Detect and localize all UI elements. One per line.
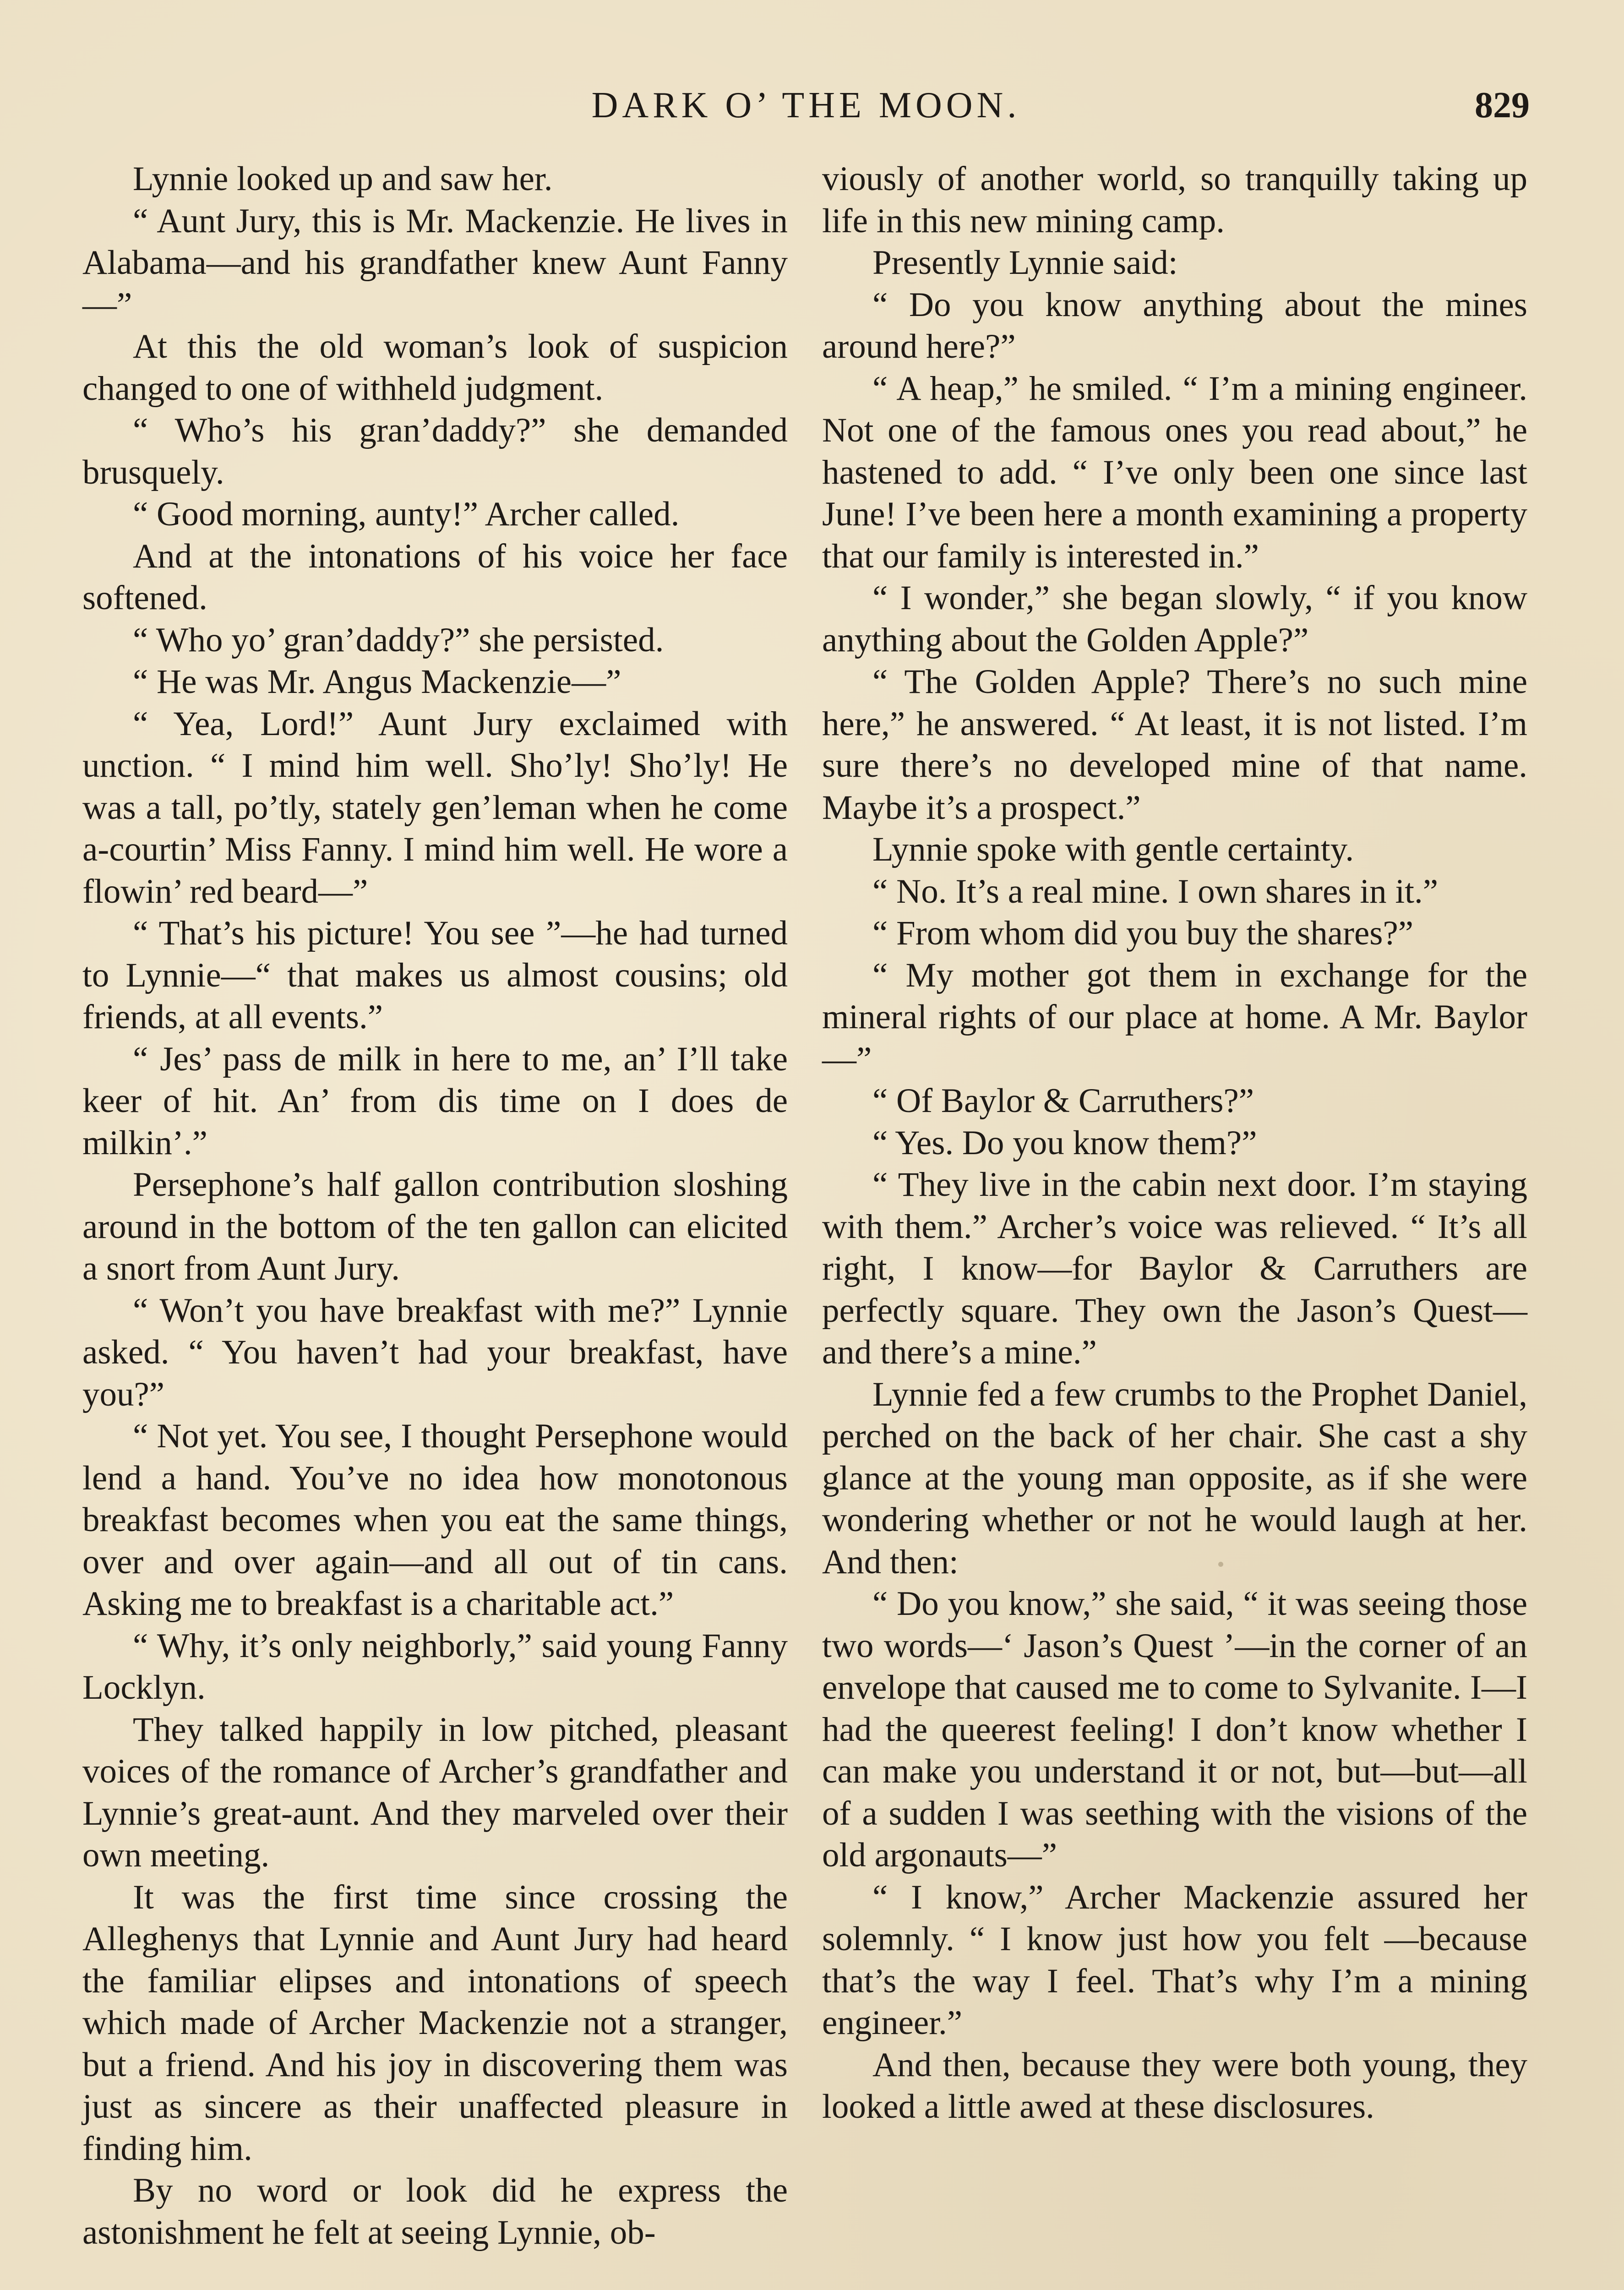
right-column-paragraph: And then, because they were both young, they looked a little awed at these disclosures. <box>822 2045 1527 2126</box>
left-column-paragraph: Lynnie looked up and saw her. <box>133 160 553 198</box>
right-column-paragraph: “ I know,” Archer Mackenzie assured her solemnly. “ I know just how you felt —because that’s the way I feel. That’s why I’m a mining engineer.” <box>822 1878 1527 2042</box>
right-column-paragraph: “ Do you know,” she said, “ it was seeing those two words—‘ Jason’s Quest ’—in the corner of an envelope that caused me to come to Sylvanite. I—I had the queerest feeling! I don’t know whether I can make you understand it or not, but—but—all of a sudden I was seething with the visions of the old argonauts—” <box>822 1585 1527 1874</box>
left-column-paragraph: By no word or look did he express the astonishment he felt at seeing Lynnie, ob- <box>82 2171 788 2252</box>
running-title: DARK O’ THE MOON. <box>591 85 1021 125</box>
right-text-column <box>822 158 1527 2128</box>
paper-speck <box>467 1308 474 1314</box>
right-column-paragraph: Lynnie fed a few crumbs to the Prophet Daniel, perched on the back of her chair. She cast a shy glance at the young man opposite, as if she were wondering whether or not he would laugh at her. And then: <box>822 1375 1527 1581</box>
left-column-paragraph: “ Yea, Lord!” Aunt Jury exclaimed with unction. “ I mind him well. Sho’ly! Sho’ly! He was a tall, po’tly, stately gen’leman when he come a-courtin’ Miss Fanny. I mind him well. He wore a flowin’ red beard—” <box>82 704 788 911</box>
right-column-paragraph: “ My mother got them in exchange for the mineral rights of our place at home. A Mr. Baylor—” <box>822 956 1527 1078</box>
left-column-paragraph: “ Good morning, aunty!” Archer called. <box>133 495 680 533</box>
left-column-paragraph: Persephone’s half gallon contribution sloshing around in the bottom of the ten gallon can elicited a snort from Aunt Jury. <box>82 1166 788 1287</box>
left-text-column <box>82 158 788 2253</box>
right-column-paragraph: Lynnie spoke with gentle certainty. <box>872 830 1354 868</box>
left-column-paragraph: “ That’s his picture! You see ”—he had turned to Lynnie—“ that makes us almost cousins; old friends, at all events.” <box>82 914 788 1036</box>
right-column-paragraph: “ From whom did you buy the shares?” <box>872 914 1414 952</box>
left-column-paragraph: “ Who’s his gran’daddy?” she demanded brusquely. <box>82 411 788 491</box>
left-column-paragraph: “ Why, it’s only neighborly,” said young Fanny Locklyn. <box>82 1626 788 1707</box>
left-column-paragraph: “ He was Mr. Angus Mackenzie—” <box>133 663 621 701</box>
left-column-paragraph: And at the intonations of his voice her face softened. <box>82 537 788 617</box>
left-column-paragraph: “ Not yet. You see, I thought Persephone would lend a hand. You’ve no idea how monotonous breakfast becomes when you eat the same things, over and over again—and all out of tin cans. Asking me to breakfast is a charitable act.” <box>82 1417 788 1623</box>
right-column-paragraph: “ The Golden Apple? There’s no such mine here,” he answered. “ At least, it is not listed. I’m sure there’s no developed mine of that name. Maybe it’s a prospect.” <box>822 663 1527 827</box>
paper-speck <box>737 545 742 550</box>
left-column-paragraph: They talked happily in low pitched, pleasant voices of the romance of Archer’s grandfather and Lynnie’s great-aunt. And they marveled over their own meeting. <box>82 1710 788 1874</box>
right-column-paragraph: “ Yes. Do you know them?” <box>872 1123 1257 1162</box>
left-column-paragraph: It was the first time since crossing the Alleghenys that Lynnie and Aunt Jury had heard the familiar elipses and intonations of speech which made of Archer Mackenzie not a stranger, but a friend. And his joy in discovering them was just as sincere as their unaffected pleasure in finding him. <box>82 1878 788 2168</box>
page-header <box>82 78 1530 133</box>
left-column-paragraph: “ Aunt Jury, this is Mr. Mackenzie. He lives in Alabama—and his grandfather knew Aunt Fanny—” <box>82 202 788 324</box>
right-column-paragraph: viously of another world, so tranquilly taking up life in this new mining camp. <box>822 160 1527 240</box>
page-number: 829 <box>1475 85 1530 125</box>
left-column-paragraph: “ Jes’ pass de milk in here to me, an’ I’ll take keer of hit. An’ from dis time on I does de milkin’.” <box>82 1040 788 1162</box>
right-column-paragraph: “ I wonder,” she began slowly, “ if you know anything about the Golden Apple?” <box>822 579 1527 659</box>
left-column-paragraph: “ Who yo’ gran’daddy?” she persisted. <box>133 621 664 659</box>
right-column-paragraph: “ Of Baylor & Carruthers?” <box>872 1082 1254 1120</box>
right-column-paragraph: “ They live in the cabin next door. I’m staying with them.” Archer’s voice was relieved. “ It’s all right, I know—for Baylor & Carruthers are perfectly square. They own the Jason’s Quest—and there’s a mine.” <box>822 1166 1527 1371</box>
right-column-paragraph: Presently Lynnie said: <box>872 244 1178 282</box>
paper-speck <box>1218 1562 1223 1567</box>
right-column-paragraph: “ Do you know anything about the mines around here?” <box>822 285 1527 365</box>
left-column-paragraph: “ Won’t you have breakfast with me?” Lynnie asked. “ You haven’t had your breakfast, have you?” <box>82 1291 788 1413</box>
right-column-paragraph: “ No. It’s a real mine. I own shares in it.” <box>872 872 1439 911</box>
right-column-paragraph: “ A heap,” he smiled. “ I’m a mining engineer. Not one of the famous ones you read about,” he hastened to add. “ I’ve only been one since last June! I’ve been here a month examining a property that our family is interested in.” <box>822 369 1527 575</box>
left-column-paragraph: At this the old woman’s look of suspicion changed to one of withheld judgment. <box>82 327 788 408</box>
